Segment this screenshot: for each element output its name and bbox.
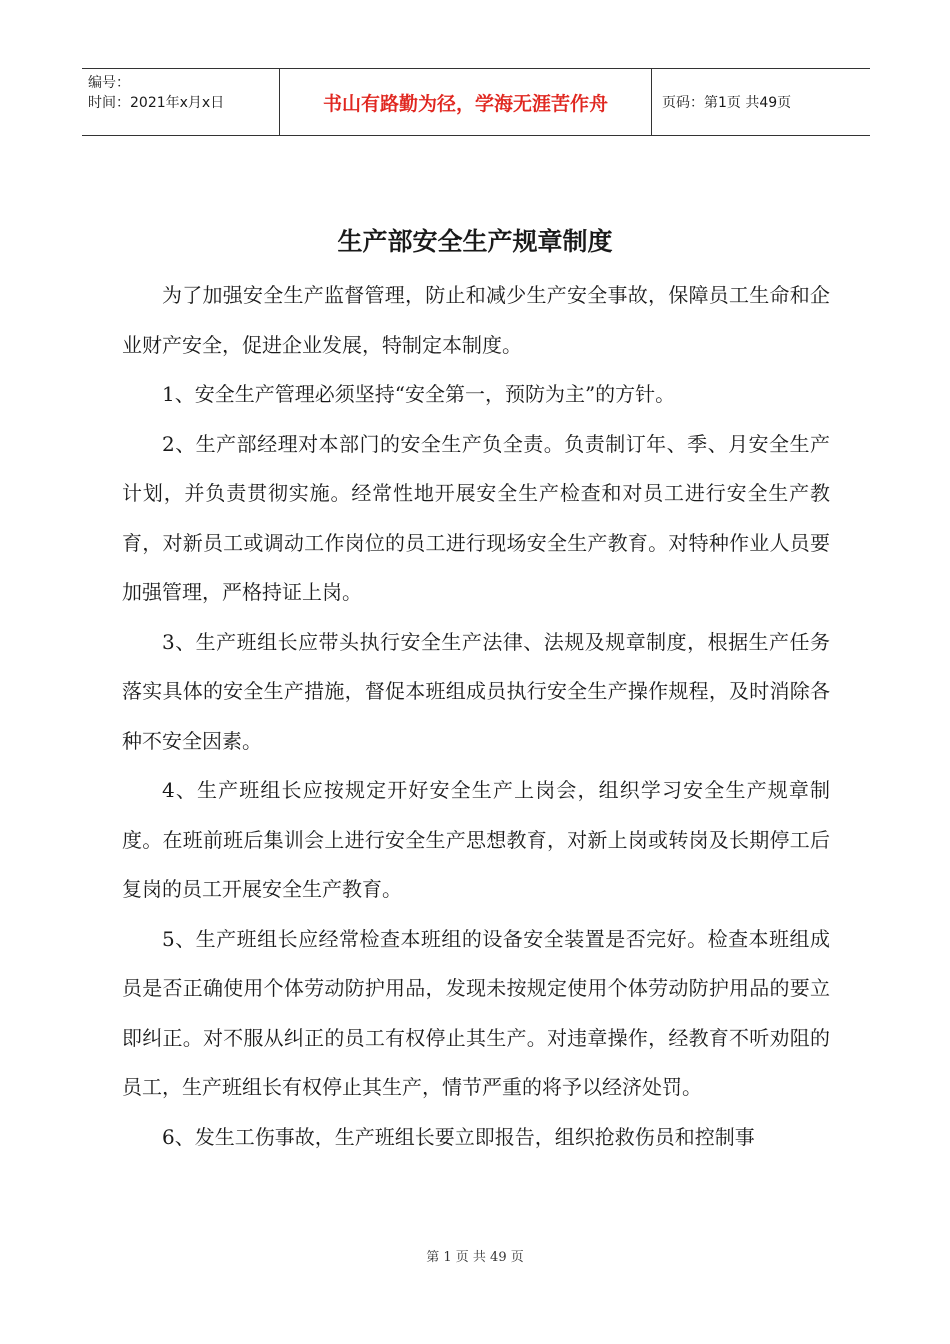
page-header: [82, 68, 870, 136]
header-motto: 书山有路勤为径，学海无涯苦作舟: [280, 69, 652, 135]
paragraph-2: 2、生产部经理对本部门的安全生产负全责。负责制订年、季、月安全生产计划，并负责贯彻实施。经常性地开展安全生产检查和对员工进行安全生产教育，对新员工或调动工作岗位的员工进行现场安全生产教育。对特种作业人员要加强管理，严格持证上岗。: [122, 431, 830, 604]
document-title: 生产部安全生产规章制度: [337, 227, 613, 256]
header-page-info: 页码：第1页 共49页: [662, 95, 792, 111]
document-body: [122, 271, 830, 1162]
paragraph-1: 1、安全生产管理必须坚持“安全第一，预防为主”的方针。: [162, 382, 676, 406]
page-footer: 第 1 页 共 49 页: [426, 1250, 524, 1265]
paragraph-6: 6、发生工伤事故，生产班组长要立即报告，组织抢救伤员和控制事: [162, 1124, 755, 1149]
number-label: 编号：: [88, 75, 130, 91]
paragraph-5: 5、生产班组长应经常检查本班组的设备安全装置是否完好。检查本班组成员是否正确使用个体劳动防护用品，发现未按规定使用个体劳动防护用品的要立即纠正。对不服从纠正的员工有权停止其生产。对违章操作，经教育不听劝阻的员工，生产班组长有权停止其生产，情节严重的将予以经济处罚。: [122, 926, 830, 1099]
paragraph-intro: 为了加强安全生产监督管理，防止和减少生产安全事故，保障员工生命和企业财产安全，促进企业发展，特制定本制度。: [122, 283, 830, 357]
paragraph-4: 4、生产班组长应按规定开好安全生产上岗会，组织学习安全生产规章制度。在班前班后集训会上进行安全生产思想教育，对新上岗或转岗及长期停工后复岗的员工开展安全生产教育。: [122, 778, 830, 901]
header-meta: [82, 69, 280, 135]
time-label: 时间：2021年x月x日: [88, 95, 225, 111]
paragraph-3: 3、生产班组长应带头执行安全生产法律、法规及规章制度，根据生产任务落实具体的安全生产措施，督促本班组成员执行安全生产操作规程，及时消除各种不安全因素。: [122, 629, 830, 753]
